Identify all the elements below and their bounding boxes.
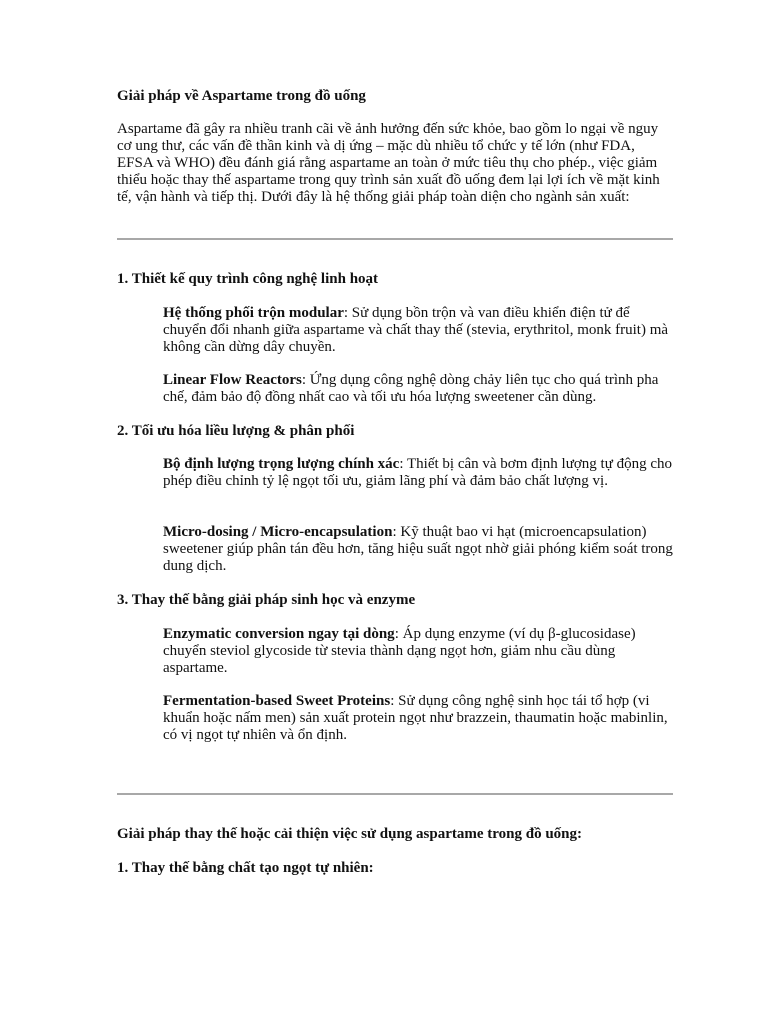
item-term: Hệ thống phối trộn modular xyxy=(163,305,344,321)
item-text: : Thiết bị cân và bơm định lượng tự động cho phép điều chỉnh tỷ lệ ngọt tối ưu, giảm lãng phí và đảm bảo chất lượng vị. xyxy=(163,456,672,489)
item-text: : Sử dụng công nghệ sinh học tái tổ hợp (vi khuẩn hoặc nấm men) sản xuất protein ngọt như brazzein, thaumatin hoặc mabinlin, có vị ngọt tự nhiên và ổn định. xyxy=(163,693,668,743)
item-text: : Áp dụng enzyme (ví dụ β-glucosidase) chuyển steviol glycoside từ stevia thành dạng ngọt hơn, giảm nhu cầu dùng aspartame. xyxy=(163,626,636,676)
item-term: Linear Flow Reactors xyxy=(163,372,302,388)
horizontal-rule xyxy=(117,238,673,240)
horizontal-rule xyxy=(117,793,673,795)
section-2-item-1 xyxy=(163,456,673,490)
section-3-item-1 xyxy=(163,626,673,677)
section-heading-3: 3. Thay thế bằng giải pháp sinh học và enzyme xyxy=(117,592,416,608)
section-2-item-2 xyxy=(163,524,673,575)
item-text: : Kỹ thuật bao vi hạt (microencapsulation) sweetener giúp phân tán đều hơn, tăng hiệu suất ngọt nhờ giải phóng kiểm soát trong dung dịch. xyxy=(163,524,673,574)
document-title: Giải pháp về Aspartame trong đồ uống xyxy=(117,88,366,104)
item-term: Enzymatic conversion ngay tại dòng xyxy=(163,626,395,642)
item-term: Bộ định lượng trọng lượng chính xác xyxy=(163,456,400,472)
subheading: Giải pháp thay thế hoặc cải thiện việc sử dụng aspartame trong đồ uống: xyxy=(117,826,583,842)
section-3-item-2 xyxy=(163,693,673,744)
item-text: : Sử dụng bồn trộn và van điều khiển điện tử để chuyển đổi nhanh giữa aspartame và chất thay thế (stevia, erythritol, monk fruit) mà không cần dừng dây chuyền. xyxy=(163,305,669,355)
section-heading-2: 2. Tối ưu hóa liều lượng & phân phối xyxy=(117,423,355,439)
item-term: Micro-dosing / Micro-encapsulation xyxy=(163,524,393,540)
subsection-heading: 1. Thay thế bằng chất tạo ngọt tự nhiên: xyxy=(117,860,374,876)
item-text: : Ứng dụng công nghệ dòng chảy liên tục cho quá trình pha chế, đảm bảo độ đồng nhất cao và tối ưu hóa lượng sweetener cần dùng. xyxy=(163,372,659,405)
section-heading-1: 1. Thiết kế quy trình công nghệ linh hoạt xyxy=(117,271,379,287)
item-term: Fermentation-based Sweet Proteins xyxy=(163,693,391,709)
section-1-item-2 xyxy=(163,372,673,406)
intro-paragraph: Aspartame đã gây ra nhiều tranh cãi về ảnh hưởng đến sức khỏe, bao gồm lo ngại về nguy cơ ung thư, các vấn đề thần kinh và dị ứng – mặc dù nhiều tổ chức y tế lớn (như FDA, EFSA và WHO) đều đánh giá rằng aspartame an toàn ở mức tiêu thụ cho phép., việc giảm thiểu hoặc thay thế aspartame trong quy trình sản xuất đồ uống đem lại lợi ích về mặt kinh tế, vận hành và tiếp thị. Dưới đây là hệ thống giải pháp toàn diện cho ngành sản xuất: xyxy=(117,121,660,205)
section-1-item-1 xyxy=(163,305,673,356)
